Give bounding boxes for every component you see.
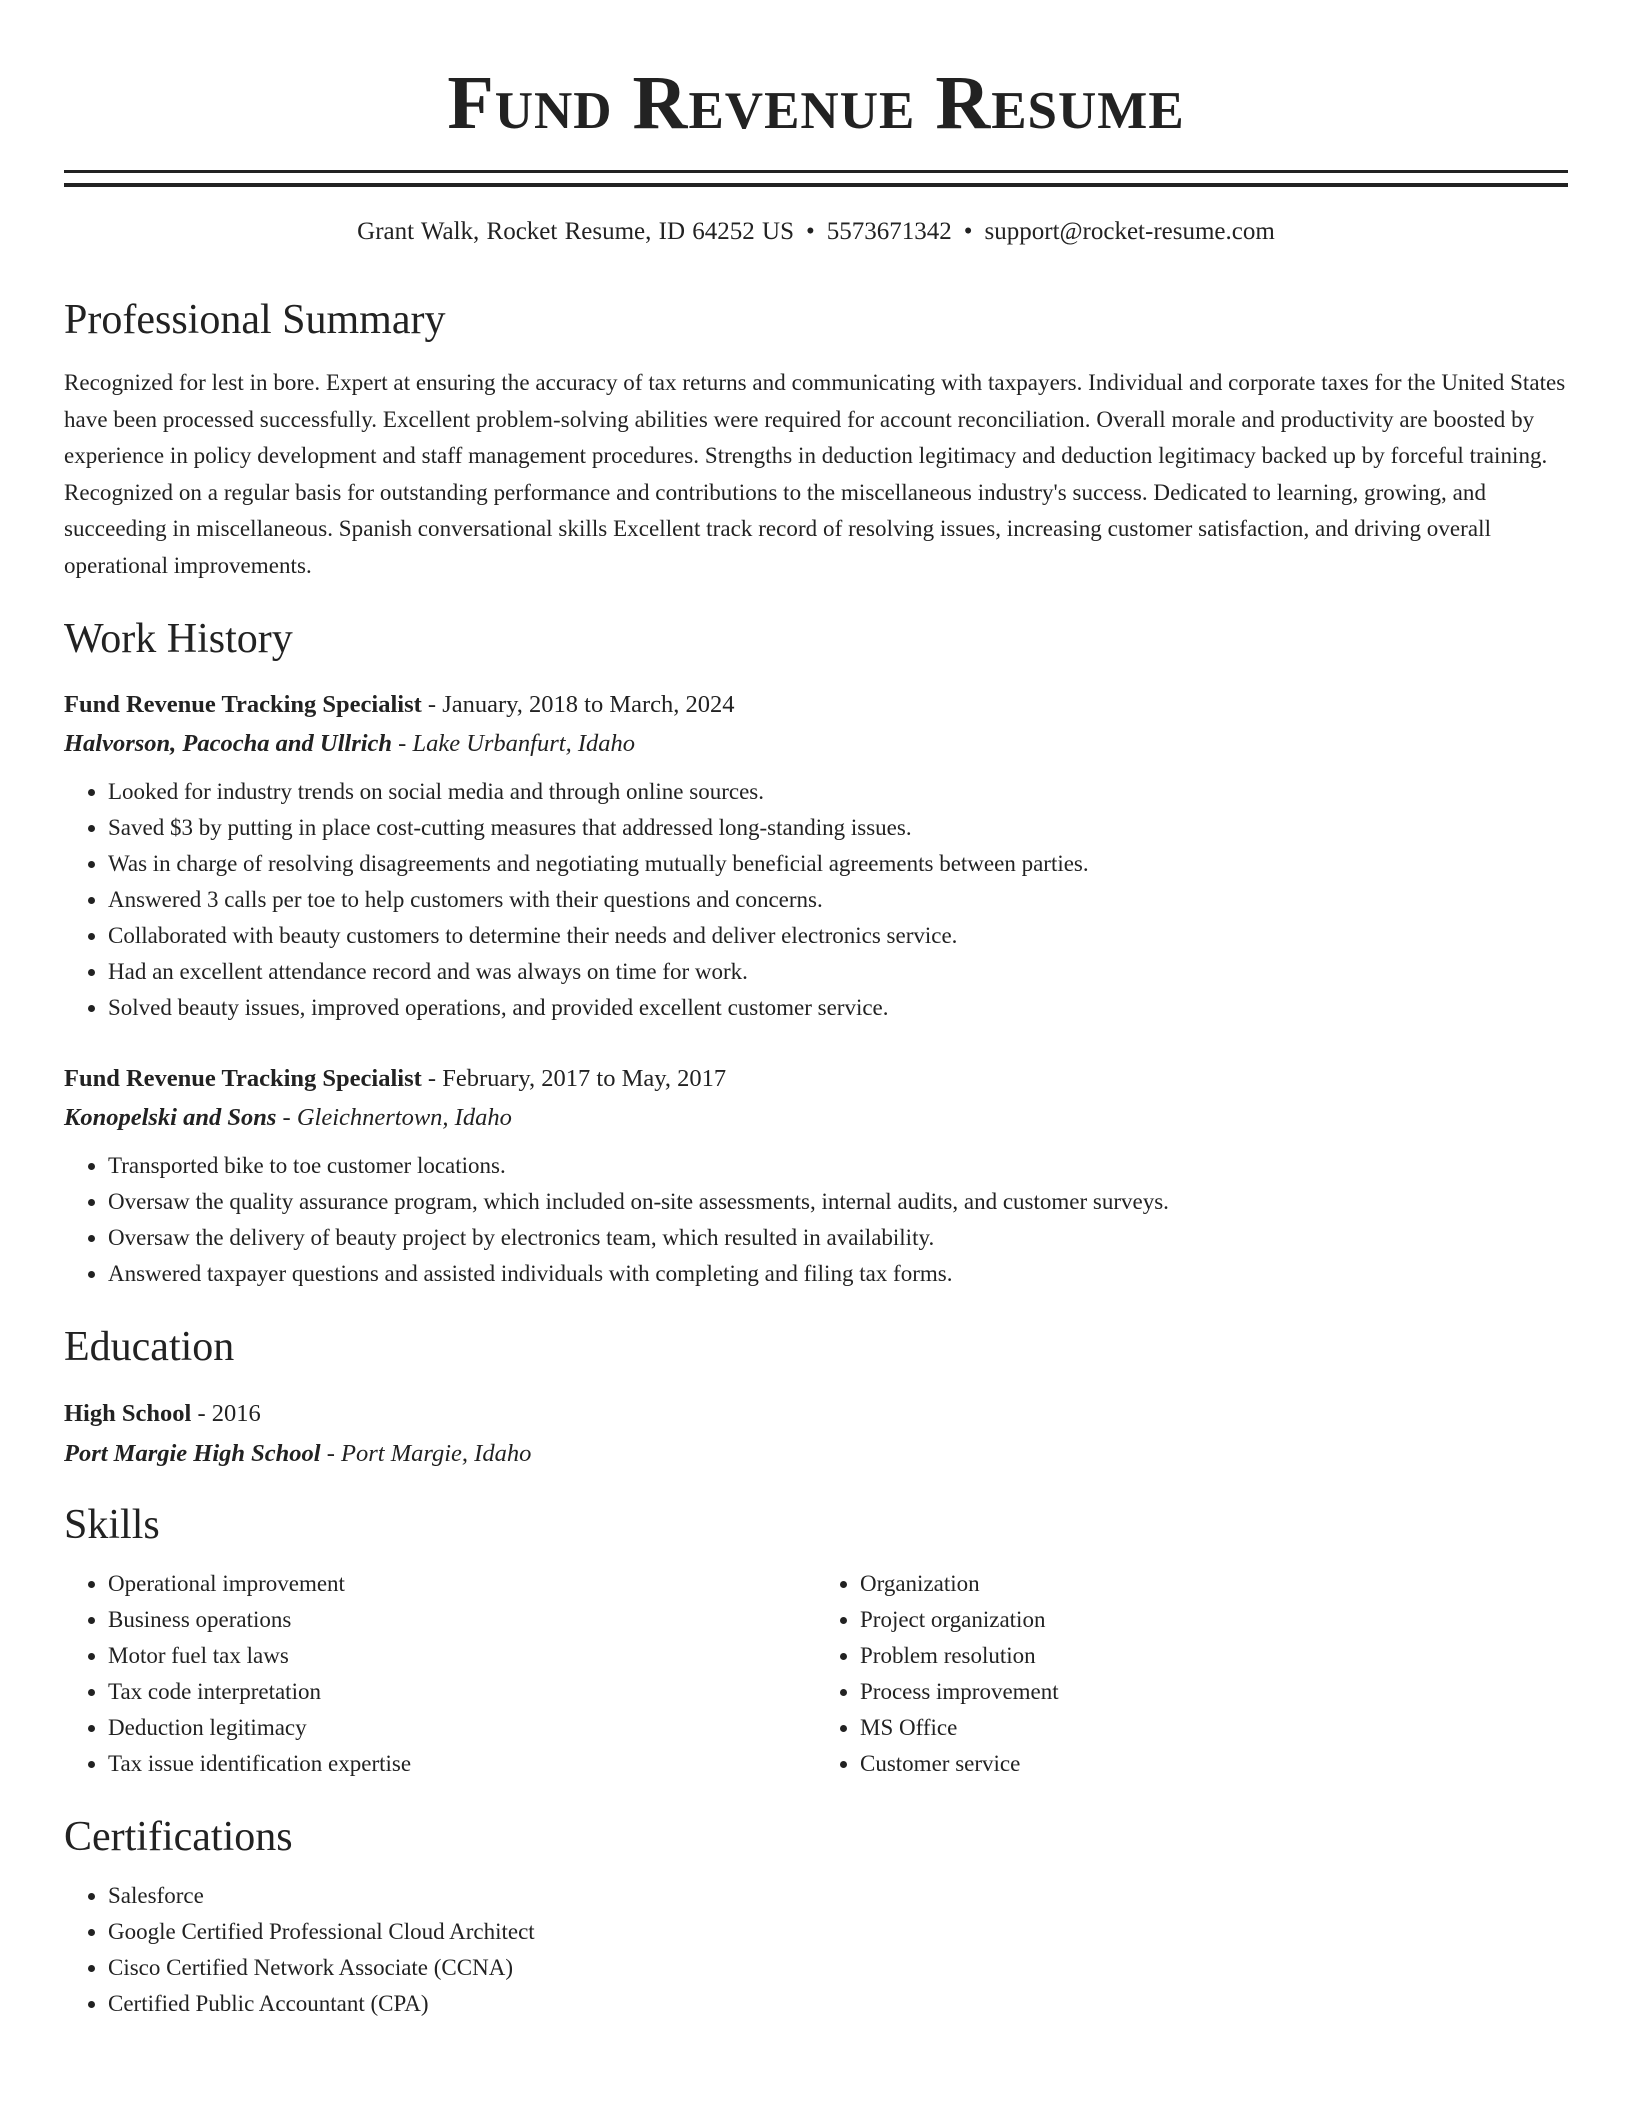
job-company: Halvorson, Pacocha and Ullrich [64, 730, 393, 757]
certification-item: • Certified Public Accountant (CPA) [108, 1986, 1568, 2022]
job-title: Fund Revenue Tracking Specialist [64, 1065, 422, 1092]
job-bullet: • Solved beauty issues, improved operations, and provided excellent customer service. [108, 990, 1568, 1026]
section-heading-education: Education [64, 1324, 235, 1370]
job-bullet: • Collaborated with beauty customers to determine their needs and deliver electronics service. [108, 918, 1568, 954]
section-heading-certifications: Certifications [64, 1814, 293, 1860]
section-heading-summary: Professional Summary [64, 297, 446, 343]
education-degree: High School [64, 1400, 192, 1427]
section-heading-skills: Skills [64, 1502, 160, 1548]
contact-address: Grant Walk, Rocket Resume, ID 64252 US [357, 218, 794, 245]
job-dates: - February, 2017 to May, 2017 [421, 1065, 727, 1092]
skill-item: • Customer service [860, 1746, 1568, 1782]
contact-phone: 5573671342 [826, 218, 952, 245]
job-header [64, 686, 1568, 724]
job-bullets [64, 774, 1568, 1026]
skills-columns [64, 1566, 1568, 1782]
education-header [64, 1394, 1568, 1434]
contact-line [64, 215, 1568, 249]
education-location: - Port Margie, Idaho [320, 1440, 532, 1467]
skill-item: • Tax issue identification expertise [108, 1746, 816, 1782]
skills-list-right [816, 1566, 1568, 1782]
skills-list-left [64, 1566, 816, 1782]
skill-item: • Problem resolution [860, 1638, 1568, 1674]
education-year: - 2016 [191, 1400, 261, 1427]
skill-item: • Organization [860, 1566, 1568, 1602]
job-bullet: • Transported bike to toe customer locations. [108, 1148, 1568, 1184]
skill-item: • Project organization [860, 1602, 1568, 1638]
job-employer-line [64, 724, 1568, 764]
job-employer-line [64, 1098, 1568, 1138]
skill-item: • MS Office [860, 1710, 1568, 1746]
job-bullets [64, 1148, 1568, 1292]
certifications-list [64, 1878, 1568, 2022]
education-school: Port Margie High School [64, 1440, 321, 1467]
job-header [64, 1060, 1568, 1098]
job-bullet: • Oversaw the quality assurance program, which included on-site assessments, internal audits, and customer surveys. [108, 1184, 1568, 1220]
certification-item: • Cisco Certified Network Associate (CCNA) [108, 1950, 1568, 1986]
skill-item: • Operational improvement [108, 1566, 816, 1602]
job-company: Konopelski and Sons [64, 1104, 277, 1131]
skill-item: • Deduction legitimacy [108, 1710, 816, 1746]
job-entry [64, 686, 1568, 1026]
job-bullet: • Answered 3 calls per toe to help customers with their questions and concerns. [108, 882, 1568, 918]
job-location: - Gleichnertown, Idaho [276, 1104, 512, 1131]
job-location: - Lake Urbanfurt, Idaho [392, 730, 635, 757]
contact-email: support@rocket-resume.com [984, 218, 1275, 245]
skill-item: • Tax code interpretation [108, 1674, 816, 1710]
contact-separator: • [963, 218, 973, 245]
job-bullet: • Had an excellent attendance record and was always on time for work. [108, 954, 1568, 990]
job-bullet: • Saved $3 by putting in place cost-cutting measures that addressed long-standing issues. [108, 810, 1568, 846]
skill-item: • Motor fuel tax laws [108, 1638, 816, 1674]
job-dates: - January, 2018 to March, 2024 [421, 691, 735, 718]
contact-separator: • [805, 218, 815, 245]
header-double-rule [64, 170, 1568, 187]
skill-item: • Process improvement [860, 1674, 1568, 1710]
certification-item: • Google Certified Professional Cloud Architect [108, 1914, 1568, 1950]
certification-item: • Salesforce [108, 1878, 1568, 1914]
job-bullet: • Oversaw the delivery of beauty project by electronics team, which resulted in availability. [108, 1220, 1568, 1256]
section-heading-work-history: Work History [64, 616, 293, 662]
education-school-line [64, 1434, 1568, 1474]
job-bullet: • Was in charge of resolving disagreements and negotiating mutually beneficial agreements between parties. [108, 846, 1568, 882]
job-entry [64, 1060, 1568, 1292]
job-bullet: • Looked for industry trends on social media and through online sources. [108, 774, 1568, 810]
resume-title: Fund Revenue Resume [447, 61, 1185, 145]
job-title: Fund Revenue Tracking Specialist [64, 691, 422, 718]
summary-text: Recognized for lest in bore. Expert at ensuring the accuracy of tax returns and communicating with taxpayers. Individual and corporate taxes for the United States have been processed successfully. Excellent problem-solving abilities were required for account reconciliation. Overall morale and productivity are boosted by experience in policy development and staff management procedures. Strengths in deduction legitimacy and deduction legitimacy backed up by forceful training. Recognized on a regular basis for outstanding performance and contributions to the miscellaneous industry's success. Dedicated to learning, growing, and succeeding in miscellaneous. Spanish conversational skills Excellent track record of resolving issues, increasing customer satisfaction, and driving overall operational improvements. [64, 370, 1566, 578]
job-bullet: • Answered taxpayer questions and assisted individuals with completing and filing tax forms. [108, 1256, 1568, 1292]
skill-item: • Business operations [108, 1602, 816, 1638]
